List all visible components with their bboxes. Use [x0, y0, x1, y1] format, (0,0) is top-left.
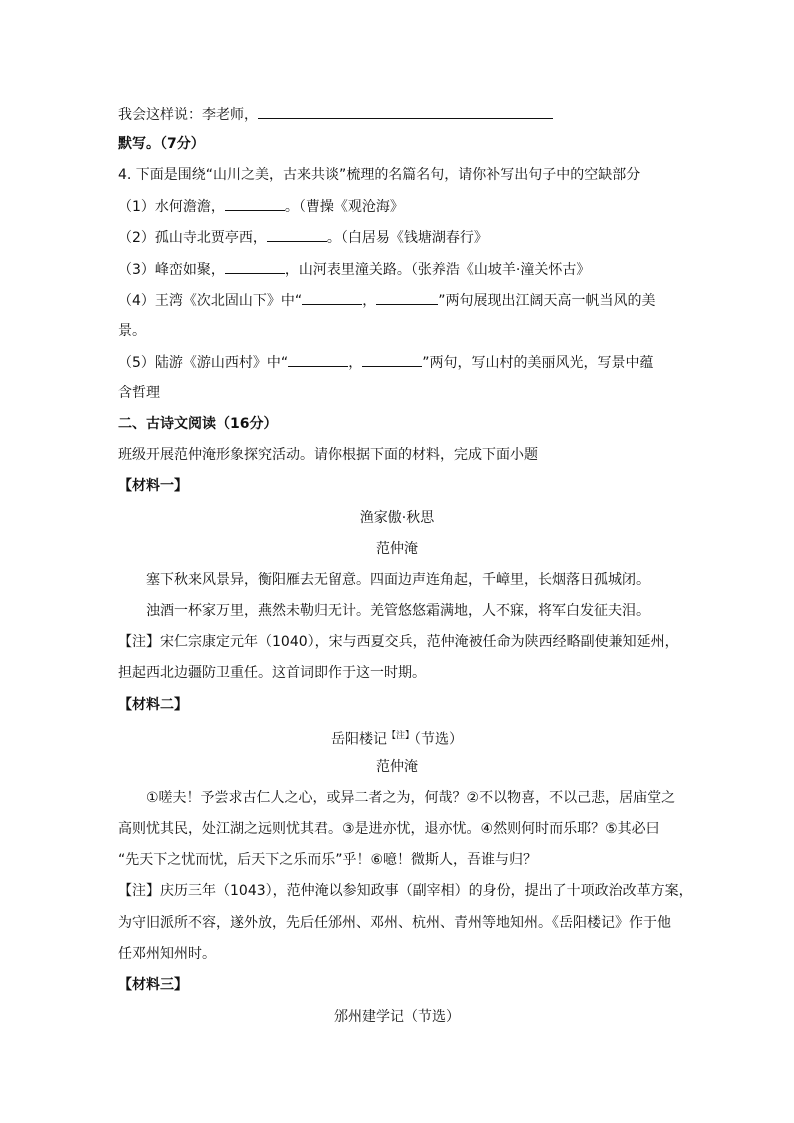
reading-heading: 二、古诗文阅读（16分）	[118, 416, 278, 432]
dictation-blank-5b[interactable]	[362, 352, 422, 367]
material1-note-1: 【注】宋仁宗康定元年（1040），宋与西夏交兵，范仲淹被任命为陕西经略副使兼知延州，	[118, 634, 679, 650]
answer-blank[interactable]	[258, 104, 553, 119]
dictation-blank-5a[interactable]	[288, 352, 348, 367]
material1-note-2: 担起西北边疆防卫重任。这首词即作于这一时期。	[118, 665, 426, 681]
material2-line-2: 高则忧其民，处江湖之远则忧其君。③是进亦忧，退亦忧。④然则何时而乐耶？⑤其必曰	[118, 821, 660, 837]
material2-author: 范仲淹	[376, 759, 418, 775]
dictation-blank-1[interactable]	[225, 196, 285, 211]
dictation-item-5-cont: 含哲理	[118, 385, 160, 401]
material2-note-1: 【注】庆历三年（1043），范仲淹以参知政事（副宰相）的身份，提出了十项政治改革方案，	[118, 883, 693, 899]
material1-line-1: 塞下秋来风景异，衡阳雁去无留意。四面边声连角起，千嶂里，长烟落日孤城闭。	[146, 572, 650, 588]
dictation-blank-2[interactable]	[267, 227, 327, 242]
material2-title-ref: 【注】	[386, 731, 414, 741]
material1-author: 范仲淹	[376, 541, 418, 557]
reading-intro: 班级开展范仲淹形象探究活动。请你根据下面的材料，完成下面小题	[118, 447, 538, 463]
material2-line-1: ①嗟夫！予尝求古仁人之心，或异二者之为，何哉？②不以物喜，不以己悲，居庙堂之	[146, 790, 676, 806]
dictation-item-4-cont: 景。	[118, 323, 146, 339]
question-4-stem: 4. 下面是围绕“山川之美，古来共谈”梳理的名篇名句，请你补写出句子中的空缺部分	[118, 167, 641, 183]
dictation-blank-4a[interactable]	[302, 290, 362, 305]
material2-title: 岳阳楼记$^{【注】}$（节选）	[330, 731, 463, 748]
material3-label: 【材料三】	[118, 977, 188, 993]
material2-note-3: 任邓州知州时。	[118, 946, 216, 962]
material2-line-3: “先天下之忧而忧，后天下之乐而乐”乎！⑥噫！微斯人，吾谁与归？	[118, 852, 538, 868]
answer-prompt-line	[118, 104, 553, 125]
dictation-blank-4b[interactable]	[376, 290, 438, 305]
answer-prompt-text: 我会这样说：李老师，	[118, 107, 258, 123]
dictation-heading: 默写。（7分）	[118, 136, 205, 152]
dictation-item-4: （4）王湾《次北固山下》中“ ， ”两句展现出江阔天高一帆当风的美	[118, 290, 655, 311]
material1-title: 渔家傲·秋思	[359, 510, 435, 526]
material1-line-2: 浊酒一杯家万里，燕然未勒归无计。羌管悠悠霜满地，人不寐，将军白发征夫泪。	[146, 603, 650, 619]
material1-label: 【材料一】	[118, 478, 188, 494]
dictation-item-2: （2）孤山寺北贾亭西， 。（白居易《钱塘湖春行》	[118, 227, 488, 248]
material2-note-2: 为守旧派所不容，遂外放，先后任邠州、邓州、杭州、青州等地知州。《岳阳楼记》作于他	[118, 915, 671, 931]
dictation-item-5: （5）陆游《游山西村》中“ ， ”两句，写山村的美丽风光，写景中蕴	[118, 352, 653, 373]
dictation-item-3: （3）峰峦如聚， ，山河表里潼关路。（张养浩《山坡羊·潼关怀古》	[118, 259, 590, 280]
material3-title: 邠州建学记（节选）	[334, 1009, 460, 1025]
dictation-blank-3[interactable]	[225, 259, 285, 274]
dictation-item-1: （1）水何澹澹， 。（曹操《观沧海》	[118, 196, 404, 217]
material2-label: 【材料二】	[118, 697, 188, 713]
